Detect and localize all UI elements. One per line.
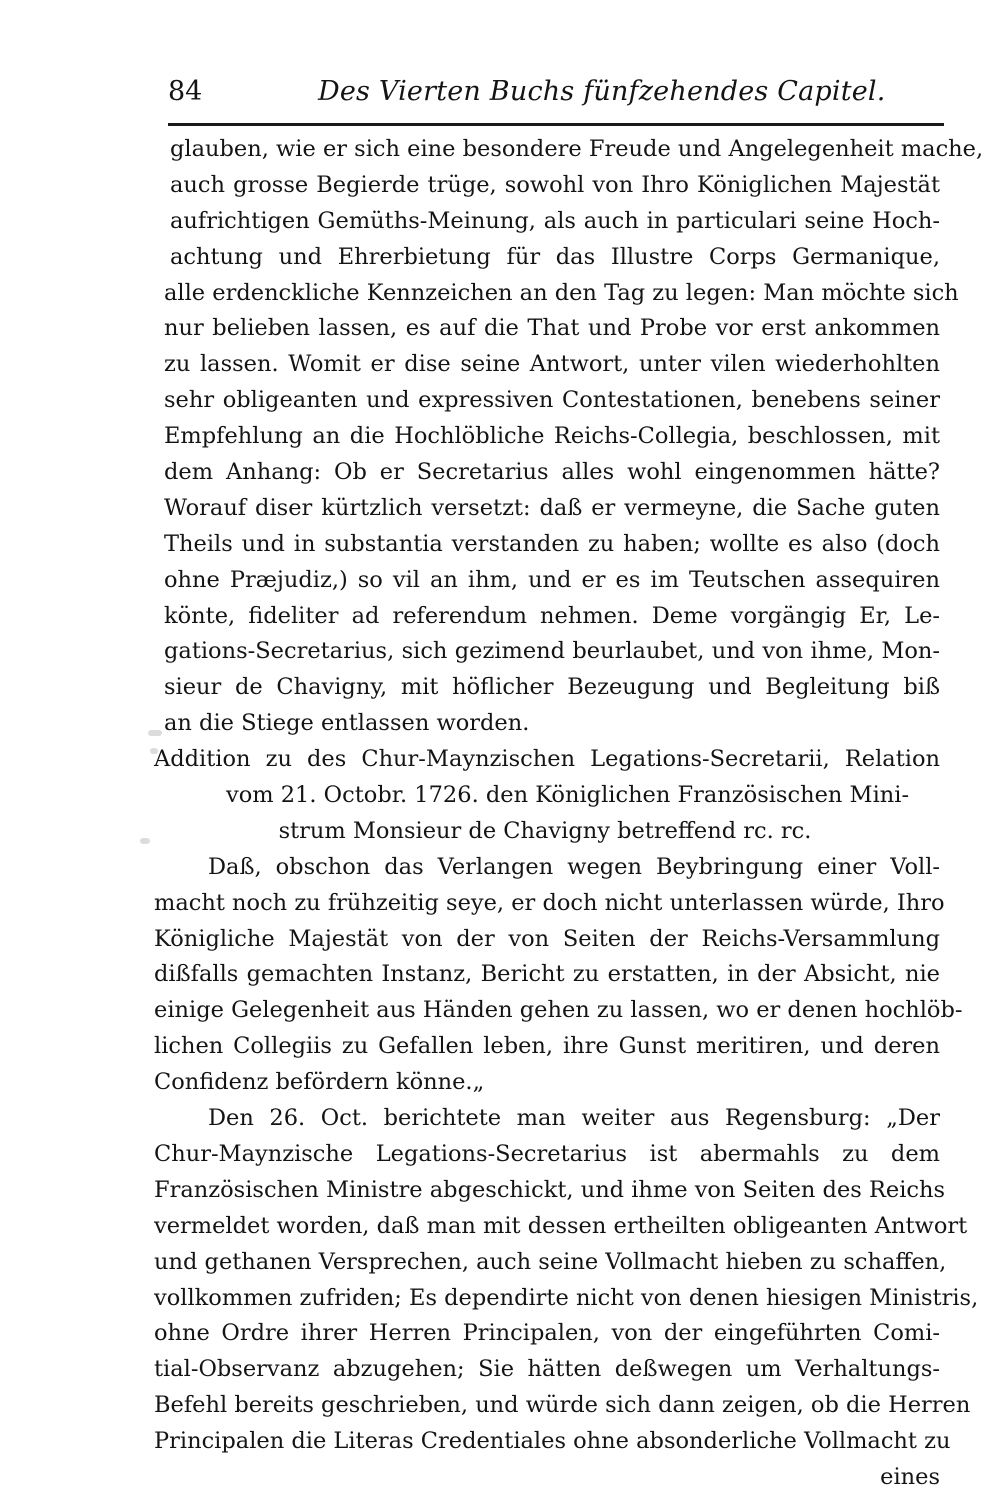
text-line: glauben, wie er sich eine besondere Freude und Angelegenheit mache, (170, 136, 984, 162)
text-line: gations-Secretarius, sich gezimend beurlaubet, und von ihme, Mon- (164, 638, 940, 665)
text-line: Confidenz befördern könne.„ (154, 1069, 485, 1096)
section-heading-line: Addition zu des Chur-Maynzischen Legations-Secretarii, Relation (154, 746, 940, 773)
text-line: und gethanen Versprechen, auch seine Vollmacht hieben zu schaffen, (154, 1248, 947, 1275)
page-number: 84 (168, 76, 203, 107)
text-line: alle erdenckliche Kennzeichen an den Tag zu legen: Man möchte sich (164, 279, 959, 306)
text-line: Königliche Majestät von der von Seiten der Reichs-Versammlung (154, 925, 940, 952)
text-line: einige Gelegenheit aus Händen gehen zu lassen, wo er denen hochlöb- (154, 997, 963, 1024)
text-line: dißfalls gemachten Instanz, Bericht zu erstatten, in der Absicht, nie (154, 961, 940, 988)
text-line: könte, fideliter ad referendum nehmen. Deme vorgängig Er, Le- (164, 602, 940, 629)
text-line: zu lassen. Womit er dise seine Antwort, unter vilen wiederhohlten (164, 351, 940, 378)
text-line: achtung und Ehrerbietung für das Illustre Corps Germanique, (170, 243, 940, 270)
text-line: vollkommen zufriden; Es dependirte nicht von denen hiesigen Ministris, (154, 1284, 979, 1311)
body-text (150, 132, 984, 1496)
text-line: Daß, obschon das Verlangen wegen Beybringung einer Voll- (208, 853, 940, 880)
text-line: Chur-Maynzische Legations-Secretarius ist abermahls zu dem (154, 1140, 940, 1167)
text-line: Principalen die Literas Credentiales ohne absonderliche Vollmacht zu (154, 1428, 951, 1455)
section-heading-line: strum Monsieur de Chavigny betreffend rc. rc. (278, 817, 812, 844)
header-rule (168, 123, 944, 126)
ink-speck (148, 730, 162, 736)
text-line: macht noch zu frühzeitig seye, er doch nicht unterlassen würde, Ihro (154, 889, 945, 916)
text-line: sieur de Chavigny, mit höflicher Bezeugung und Begleitung biß (164, 674, 940, 701)
catchword: eines (880, 1463, 940, 1490)
text-line: auch grosse Begierde trüge, sowohl von Ihro Königlichen Majestät (170, 171, 940, 198)
running-title: Des Vierten Buchs fünfzehendes Capitel. (318, 76, 886, 107)
text-line: lichen Collegiis zu Gefallen leben, ihre Gunst meritiren, und deren (154, 1033, 940, 1060)
text-line: tial-Observanz abzugehen; Sie hätten deßwegen um Verhaltungs- (154, 1356, 940, 1383)
section-heading-line: vom 21. Octobr. 1726. den Königlichen Französischen Mini- (226, 782, 910, 809)
text-line: vermeldet worden, daß man mit dessen ertheilten obligeanten Antwort (154, 1212, 968, 1239)
ink-speck (150, 748, 158, 754)
text-line: sehr obligeanten und expressiven Contestationen, benebens seiner (164, 387, 940, 414)
text-line: nur belieben lassen, es auf die That und Probe vor erst ankommen (164, 315, 940, 342)
text-line: Den 26. Oct. berichtete man weiter aus Regensburg: „Der (208, 1105, 940, 1132)
text-line: Befehl bereits geschrieben, und würde sich dann zeigen, ob die Herren (154, 1392, 971, 1419)
text-line: an die Stiege entlassen worden. (164, 710, 530, 737)
text-line: aufrichtigen Gemüths-Meinung, als auch in particulari seine Hoch- (170, 207, 940, 234)
running-header (168, 72, 886, 112)
text-line: Worauf diser kürtzlich versetzt: daß er vermeyne, die Sache guten (164, 494, 940, 521)
text-line: dem Anhang: Ob er Secretarius alles wohl eingenommen hätte? (164, 459, 940, 486)
text-line: ohne Ordre ihrer Herren Principalen, von der eingeführten Comi- (154, 1320, 940, 1347)
text-line: Französischen Ministre abgeschickt, und ihme von Seiten des Reichs (154, 1176, 946, 1203)
text-line: Theils und in substantia verstanden zu haben; wollte es also (doch (164, 530, 940, 557)
text-line: ohne Præjudiz,) so vil an ihm, und er es im Teutschen assequiren (164, 566, 940, 593)
text-line: Empfehlung an die Hochlöbliche Reichs-Collegia, beschlossen, mit (164, 423, 940, 450)
ink-speck (140, 838, 150, 844)
